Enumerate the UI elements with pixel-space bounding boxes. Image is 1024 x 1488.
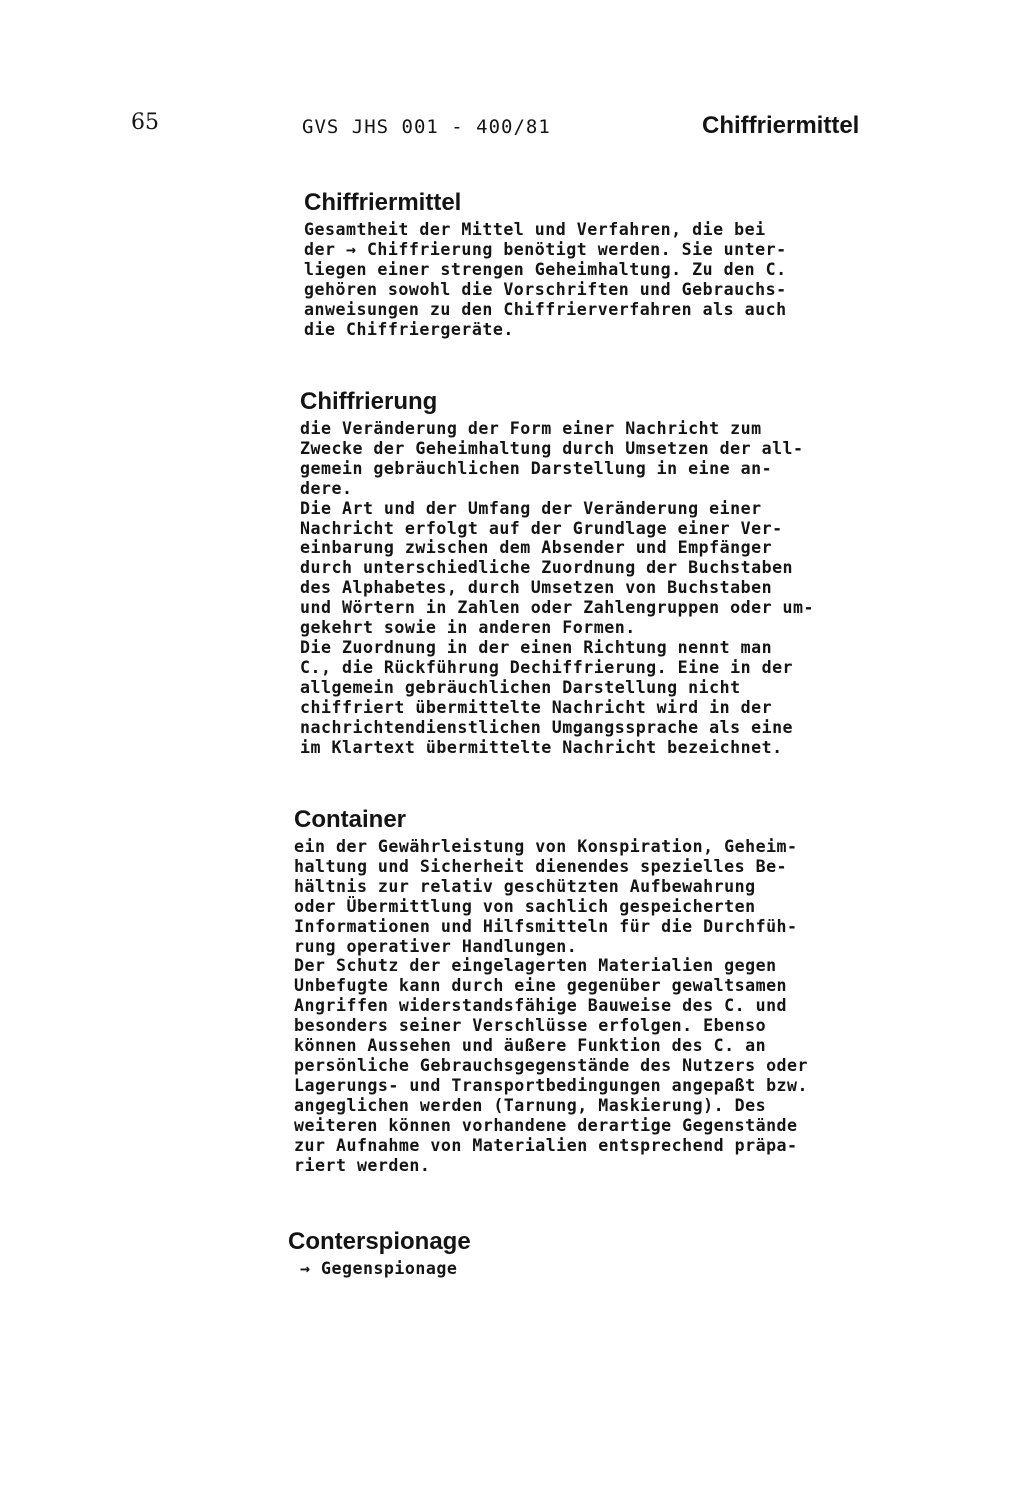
entry-line: allgemein gebräuchlichen Darstellung nicht [300, 677, 741, 697]
entry-line: Informationen und Hilfsmitteln für die Durchfüh- [294, 916, 798, 936]
entry-line: oder Übermittlung von sachlich gespeicherten [294, 896, 756, 916]
entry-line: einbarung zwischen dem Absender und Empfänger [300, 538, 773, 558]
entry-line: C., die Rückführung Dechiffrierung. Eine in der [300, 657, 794, 677]
entry-line: Zwecke der Geheimhaltung durch Umsetzen der all- [300, 438, 804, 458]
entry-cross-reference: → Gegenspionage [300, 1259, 458, 1278]
page-number: 65 [131, 110, 159, 135]
entry-line: können Aussehen und äußere Funktion des C. an [294, 1036, 767, 1056]
entry-line: Der Schutz der eingelagerten Materialien gegen [294, 956, 777, 976]
entry-line: angeglichen werden (Tarnung, Maskierung). Des [294, 1095, 767, 1115]
entry-line: und Wörtern in Zahlen oder Zahlengruppen oder um- [300, 598, 815, 618]
entry-line: chiffriert übermittelte Nachricht wird in der [300, 697, 773, 717]
entry-line: im Klartext übermittelte Nachricht bezeichnet. [300, 737, 783, 757]
entry-line: gemein gebräuchlichen Darstellung in eine an- [300, 458, 773, 478]
entry-line: nachrichtendienstlichen Umgangssprache als eine [300, 717, 794, 737]
entry-line: Die Zuordnung in der einen Richtung nennt man [300, 637, 773, 657]
document-reference: GVS JHS 001 - 400/81 [302, 116, 551, 138]
entry-line: weiteren können vorhandene derartige Gegenstände [294, 1115, 798, 1135]
entry-line: Nachricht erfolgt auf der Grundlage einer Ver- [300, 518, 783, 538]
entry-term: Chiffriermittel [304, 189, 462, 216]
entry-line: die Veränderung der Form einer Nachricht zum [300, 419, 762, 438]
entry-line: dere. [300, 478, 353, 498]
entry-line: ein der Gewährleistung von Konspiration, Geheim- [294, 837, 798, 856]
entry-line: rung operativer Handlungen. [294, 936, 578, 956]
entry-line: Unbefugte kann durch eine gegenüber gewaltsamen [294, 976, 788, 996]
entry-line: haltung und Sicherheit dienendes spezielles Be- [294, 856, 788, 876]
entry-term: Container [294, 806, 407, 833]
entry-line: hältnis zur relativ geschützten Aufbewahrung [294, 876, 756, 896]
entry-container [294, 805, 808, 1175]
entry-chiffriermittel [304, 188, 787, 339]
entry-line: riert werden. [294, 1155, 431, 1175]
running-head: Chiffriermittel [702, 112, 860, 139]
entry-line: Angriffen widerstandsfähige Bauweise des C. und [294, 996, 788, 1016]
entry-line: zur Aufnahme von Materialien entsprechend präpa- [294, 1135, 798, 1155]
entry-line: des Alphabetes, durch Umsetzen von Buchstaben [300, 578, 773, 598]
entry-line: anweisungen zu den Chiffrierverfahren als auch [304, 299, 787, 319]
entry-line: gehören sowohl die Vorschriften und Gebrauchs- [304, 279, 787, 299]
entry-line: Gesamtheit der Mittel und Verfahren, die bei [304, 220, 766, 239]
entry-line: Die Art und der Umfang der Veränderung einer [300, 498, 762, 518]
entry-conterspionage [288, 1227, 471, 1279]
entry-line: durch unterschiedliche Zuordnung der Buchstaben [300, 558, 794, 578]
entry-line: die Chiffriergeräte. [304, 319, 514, 339]
entry-line: liegen einer strengen Geheimhaltung. Zu den C. [304, 259, 787, 279]
entry-line: persönliche Gebrauchsgegenstände des Nutzers oder [294, 1055, 809, 1075]
entry-term: Conterspionage [288, 1228, 471, 1255]
entry-term: Chiffrierung [300, 388, 438, 415]
entry-line: besonders seiner Verschlüsse erfolgen. Ebenso [294, 1016, 767, 1036]
entry-line: Lagerungs- und Transportbedingungen angepaßt bzw. [294, 1075, 809, 1095]
entry-line: der → Chiffrierung benötigt werden. Sie unter- [304, 239, 787, 259]
entry-line: gekehrt sowie in anderen Formen. [300, 618, 636, 638]
entry-chiffrierung [300, 387, 814, 757]
